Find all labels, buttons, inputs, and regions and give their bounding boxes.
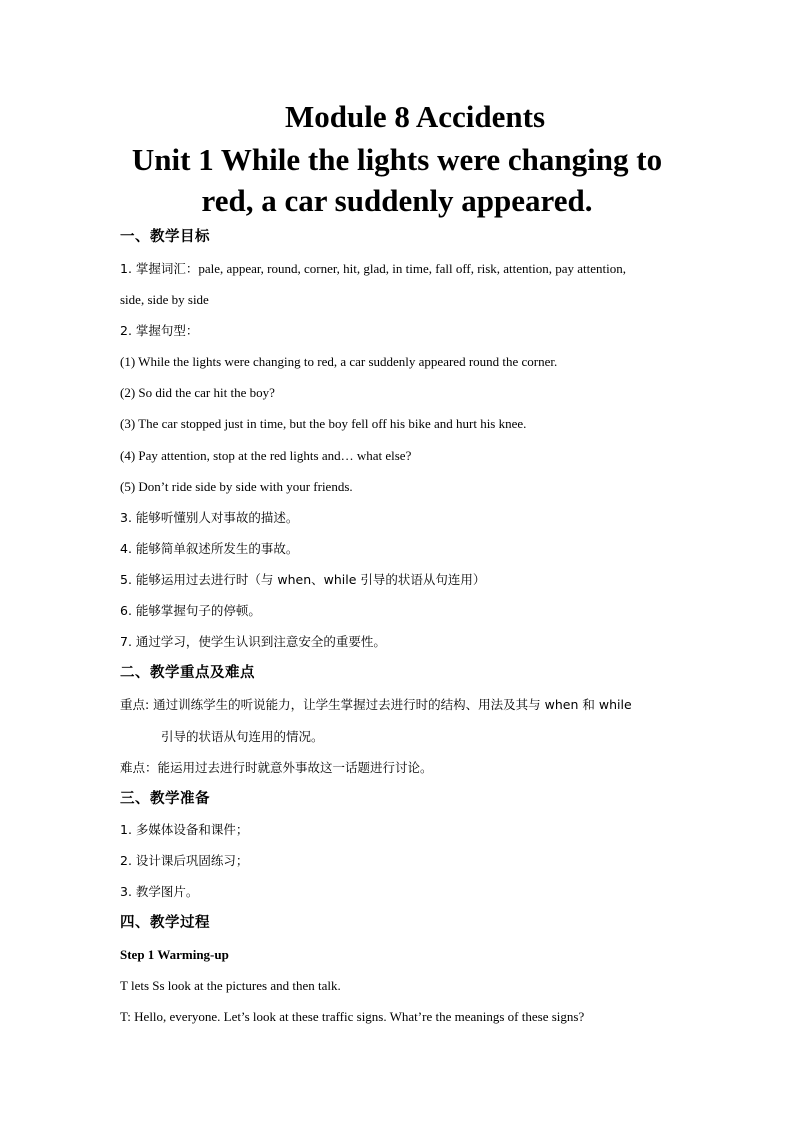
objective-4: 4. 能够简单叙述所发生的事故。 (120, 541, 299, 556)
preparation-2: 2. 设计课后巩固练习； (120, 853, 249, 868)
title-unit-line2: red, a car suddenly appeared. (201, 183, 593, 218)
key-point: 重点: 通过训练学生的听说能力，让学生掌握过去进行时的结构、用法及其与 when 和 while (120, 697, 632, 712)
objective-3: 3. 能够听懂别人对事故的描述。 (120, 510, 299, 525)
sentence-pattern-4: (4) Pay attention, stop at the red lights and… what else? (120, 448, 412, 463)
step-1-heading: Step 1 Warming-up (120, 947, 229, 962)
key-point-continued: 引导的状语从句连用的情况。 (161, 729, 324, 744)
sentence-pattern-1: (1) While the lights were changing to red, a car suddenly appeared round the corner. (120, 354, 558, 369)
objective-vocabulary-words: pale, appear, round, corner, hit, glad, in time, fall off, risk, attention, pay attention, (198, 261, 626, 276)
title-unit-line1: Unit 1 While the lights were changing to (131, 142, 663, 177)
section-heading-procedure: 四、教学过程 (120, 915, 210, 931)
objective-5: 5. 能够运用过去进行时（与 when、while 引导的状语从句连用） (120, 572, 486, 587)
procedure-line-2: T: Hello, everyone. Let’s look at these traffic signs. What’re the meanings of these signs? (120, 1009, 585, 1024)
section-heading-key-points: 二、教学重点及难点 (120, 665, 255, 681)
objective-6: 6. 能够掌握句子的停顿。 (120, 603, 261, 618)
objective-vocabulary-continued: side, side by side (120, 292, 209, 307)
sentence-pattern-2: (2) So did the car hit the boy? (120, 385, 275, 400)
objective-7: 7. 通过学习，使学生认识到注意安全的重要性。 (120, 634, 386, 649)
objective-vocabulary (120, 260, 626, 278)
section-heading-objectives: 一、教学目标 (120, 229, 210, 245)
preparation-3: 3. 教学图片。 (120, 884, 199, 899)
procedure-line-1: T lets Ss look at the pictures and then talk. (120, 978, 341, 993)
objective-sentence-patterns: 2. 掌握句型： (120, 323, 199, 338)
section-heading-preparation: 三、教学准备 (120, 791, 210, 807)
sentence-pattern-3: (3) The car stopped just in time, but the boy fell off his bike and hurt his knee. (120, 416, 527, 431)
sentence-pattern-5: (5) Don’t ride side by side with your friends. (120, 479, 353, 494)
title-module: Module 8 Accidents (284, 99, 546, 134)
preparation-1: 1. 多媒体设备和课件； (120, 822, 249, 837)
difficult-point: 难点：能运用过去进行时就意外事故这一话题进行讨论。 (120, 760, 433, 775)
objective-vocabulary-label: 1. 掌握词汇： (120, 261, 199, 276)
